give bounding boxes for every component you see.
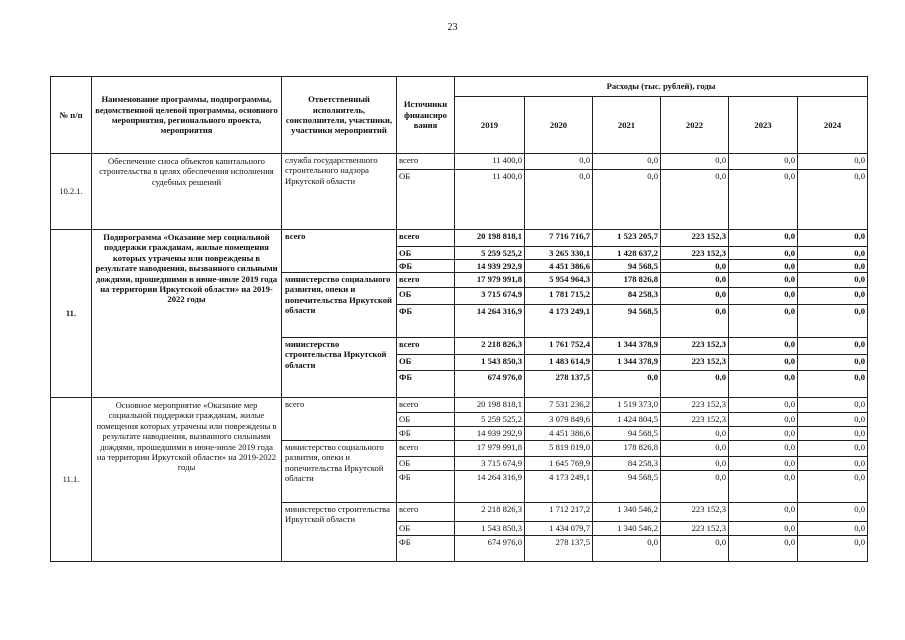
value-cell: 0,0 [729, 536, 798, 562]
header-year: 2021 [593, 97, 661, 154]
header-name: Наименование программы, подпрограммы, ведомственной целевой программы, основного мероприятия, регионального проекта, мероприятия [92, 77, 282, 154]
value-cell: 14 939 292,9 [455, 260, 525, 273]
source-cell: ОБ [397, 170, 455, 230]
value-cell: 278 137,5 [525, 536, 593, 562]
value-cell: 1 483 614,9 [525, 355, 593, 371]
value-cell: 1 543 850,3 [455, 355, 525, 371]
value-cell: 0,0 [661, 371, 729, 398]
value-cell: 0,0 [661, 260, 729, 273]
value-cell: 0,0 [593, 154, 661, 170]
source-cell: ОБ [397, 288, 455, 305]
value-cell: 0,0 [729, 457, 798, 471]
value-cell: 0,0 [661, 305, 729, 338]
header-executor: Ответственный исполнитель, соисполнители, участники, участники мероприятий [282, 77, 397, 154]
value-cell: 1 523 205,7 [593, 230, 661, 247]
item-executor: всего [282, 230, 397, 273]
value-cell: 1 424 804,5 [593, 413, 661, 427]
value-cell: 0,0 [798, 288, 868, 305]
item-name: Обеспечение сноса объектов капитального строительства в целях обеспечения исполнения судебных решений [92, 154, 282, 230]
value-cell: 0,0 [798, 536, 868, 562]
value-cell: 0,0 [729, 230, 798, 247]
source-cell: ОБ [397, 457, 455, 471]
value-cell: 0,0 [661, 154, 729, 170]
value-cell: 4 173 249,1 [525, 471, 593, 503]
value-cell: 0,0 [661, 441, 729, 457]
value-cell: 0,0 [729, 260, 798, 273]
source-cell: всего [397, 398, 455, 413]
item-name: Основное мероприятие «Оказание мер социальной поддержки гражданам, жилые помещения которых утрачены или повреждены в результате наводнения, вызванного сильными дождями, прошедшими в июне-июле 2019 года на территории Иркутской области» на 2019-2022 годы [92, 398, 282, 562]
value-cell: 0,0 [729, 522, 798, 536]
value-cell: 0,0 [798, 398, 868, 413]
value-cell: 0,0 [798, 170, 868, 230]
header-expenses: Расходы (тыс. рублей), годы [455, 77, 868, 97]
value-cell: 0,0 [729, 338, 798, 355]
value-cell: 0,0 [729, 441, 798, 457]
item-executor: министерство социального развития, опеки и попечительства Иркутской области [282, 273, 397, 338]
value-cell: 4 451 386,6 [525, 427, 593, 441]
value-cell: 0,0 [729, 170, 798, 230]
value-cell: 20 198 818,1 [455, 398, 525, 413]
value-cell: 1 340 546,2 [593, 503, 661, 522]
value-cell: 0,0 [729, 371, 798, 398]
header-year: 2022 [661, 97, 729, 154]
value-cell: 178 826,8 [593, 273, 661, 288]
value-cell: 2 218 826,3 [455, 503, 525, 522]
item-executor: служба государственного строительного надзора Иркутской области [282, 154, 397, 230]
value-cell: 0,0 [661, 471, 729, 503]
source-cell: всего [397, 273, 455, 288]
source-cell: ФБ [397, 536, 455, 562]
value-cell: 17 979 991,8 [455, 273, 525, 288]
header-source: Источники финансиро вания [397, 77, 455, 154]
value-cell: 223 152,3 [661, 355, 729, 371]
value-cell: 11 400,0 [455, 170, 525, 230]
value-cell: 674 976,0 [455, 536, 525, 562]
value-cell: 0,0 [798, 338, 868, 355]
value-cell: 11 400,0 [455, 154, 525, 170]
value-cell: 0,0 [798, 441, 868, 457]
value-cell: 0,0 [593, 371, 661, 398]
value-cell: 3 079 849,6 [525, 413, 593, 427]
value-cell: 0,0 [798, 522, 868, 536]
value-cell: 0,0 [729, 413, 798, 427]
value-cell: 0,0 [798, 260, 868, 273]
value-cell: 0,0 [798, 355, 868, 371]
value-cell: 178 826,8 [593, 441, 661, 457]
value-cell: 94 568,5 [593, 305, 661, 338]
value-cell: 3 715 674,9 [455, 457, 525, 471]
value-cell: 14 264 316,9 [455, 471, 525, 503]
value-cell: 1 543 850,3 [455, 522, 525, 536]
value-cell: 7 531 236,2 [525, 398, 593, 413]
value-cell: 0,0 [661, 427, 729, 441]
value-cell: 1 434 079,7 [525, 522, 593, 536]
value-cell: 84 258,3 [593, 288, 661, 305]
value-cell: 223 152,3 [661, 413, 729, 427]
source-cell: ОБ [397, 522, 455, 536]
source-cell: ОБ [397, 413, 455, 427]
source-cell: ФБ [397, 260, 455, 273]
value-cell: 1 645 769,9 [525, 457, 593, 471]
value-cell: 0,0 [798, 503, 868, 522]
value-cell: 0,0 [525, 154, 593, 170]
value-cell: 223 152,3 [661, 230, 729, 247]
value-cell: 7 716 716,7 [525, 230, 593, 247]
value-cell: 4 451 386,6 [525, 260, 593, 273]
value-cell: 0,0 [729, 427, 798, 441]
source-cell: всего [397, 154, 455, 170]
header-no: № п/п [51, 77, 92, 154]
item-executor: министерство социального развития, опеки и попечительства Иркутской области [282, 441, 397, 503]
expenses-table [50, 76, 868, 562]
value-cell: 0,0 [798, 305, 868, 338]
source-cell: ОБ [397, 355, 455, 371]
value-cell: 4 173 249,1 [525, 305, 593, 338]
value-cell: 0,0 [729, 503, 798, 522]
value-cell: 0,0 [729, 247, 798, 260]
value-cell: 0,0 [729, 305, 798, 338]
value-cell: 0,0 [729, 273, 798, 288]
value-cell: 0,0 [798, 413, 868, 427]
value-cell: 5 259 525,2 [455, 413, 525, 427]
item-executor: всего [282, 398, 397, 441]
value-cell: 0,0 [798, 154, 868, 170]
value-cell: 674 976,0 [455, 371, 525, 398]
value-cell: 0,0 [729, 398, 798, 413]
value-cell: 20 198 818,1 [455, 230, 525, 247]
source-cell: всего [397, 230, 455, 247]
value-cell: 1 712 217,2 [525, 503, 593, 522]
row-number: 10.2.1. [51, 154, 92, 230]
value-cell: 223 152,3 [661, 503, 729, 522]
value-cell: 0,0 [661, 457, 729, 471]
value-cell: 14 264 316,9 [455, 305, 525, 338]
value-cell: 1 344 378,9 [593, 338, 661, 355]
value-cell: 14 939 292,9 [455, 427, 525, 441]
value-cell: 0,0 [798, 230, 868, 247]
value-cell: 223 152,3 [661, 398, 729, 413]
value-cell: 0,0 [525, 170, 593, 230]
value-cell: 0,0 [661, 536, 729, 562]
value-cell: 5 819 019,0 [525, 441, 593, 457]
value-cell: 94 568,5 [593, 471, 661, 503]
value-cell: 94 568,5 [593, 260, 661, 273]
value-cell: 2 218 826,3 [455, 338, 525, 355]
value-cell: 94 568,5 [593, 427, 661, 441]
source-cell: всего [397, 338, 455, 355]
value-cell: 0,0 [729, 355, 798, 371]
value-cell: 5 954 964,3 [525, 273, 593, 288]
source-cell: ФБ [397, 427, 455, 441]
value-cell: 0,0 [729, 471, 798, 503]
source-cell: ФБ [397, 371, 455, 398]
row-number: 11.1. [51, 398, 92, 562]
value-cell: 0,0 [593, 536, 661, 562]
row-number: 11. [51, 230, 92, 398]
value-cell: 5 259 525,2 [455, 247, 525, 260]
value-cell: 1 781 715,2 [525, 288, 593, 305]
value-cell: 0,0 [729, 288, 798, 305]
value-cell: 1 519 373,0 [593, 398, 661, 413]
page-number: 23 [447, 22, 458, 33]
value-cell: 84 258,3 [593, 457, 661, 471]
value-cell: 1 344 378,9 [593, 355, 661, 371]
value-cell: 278 137,5 [525, 371, 593, 398]
value-cell: 223 152,3 [661, 338, 729, 355]
value-cell: 3 715 674,9 [455, 288, 525, 305]
value-cell: 1 761 752,4 [525, 338, 593, 355]
item-executor: министерство строительства Иркутской области [282, 503, 397, 562]
item-executor: министерство строительства Иркутской области [282, 338, 397, 398]
value-cell: 0,0 [593, 170, 661, 230]
header-year: 2023 [729, 97, 798, 154]
value-cell: 223 152,3 [661, 247, 729, 260]
header-year: 2024 [798, 97, 868, 154]
item-name: Подпрограмма «Оказание мер социальной поддержки гражданам, жилые помещения которых утрачены или повреждены в результате наводнения, вызванного сильными дождями, прошедшими в июне-июле 2019 года на территории Иркутской области» на 2019-2022 годы [92, 230, 282, 398]
value-cell: 0,0 [798, 247, 868, 260]
value-cell: 0,0 [661, 273, 729, 288]
source-cell: ФБ [397, 471, 455, 503]
source-cell: всего [397, 503, 455, 522]
value-cell: 223 152,3 [661, 522, 729, 536]
source-cell: всего [397, 441, 455, 457]
value-cell: 1 428 637,2 [593, 247, 661, 260]
value-cell: 17 979 991,8 [455, 441, 525, 457]
header-year: 2019 [455, 97, 525, 154]
header-year: 2020 [525, 97, 593, 154]
value-cell: 0,0 [661, 288, 729, 305]
value-cell: 3 265 330,1 [525, 247, 593, 260]
value-cell: 1 340 546,2 [593, 522, 661, 536]
value-cell: 0,0 [661, 170, 729, 230]
value-cell: 0,0 [729, 154, 798, 170]
value-cell: 0,0 [798, 471, 868, 503]
value-cell: 0,0 [798, 427, 868, 441]
value-cell: 0,0 [798, 457, 868, 471]
source-cell: ФБ [397, 305, 455, 338]
source-cell: ОБ [397, 247, 455, 260]
value-cell: 0,0 [798, 273, 868, 288]
value-cell: 0,0 [798, 371, 868, 398]
